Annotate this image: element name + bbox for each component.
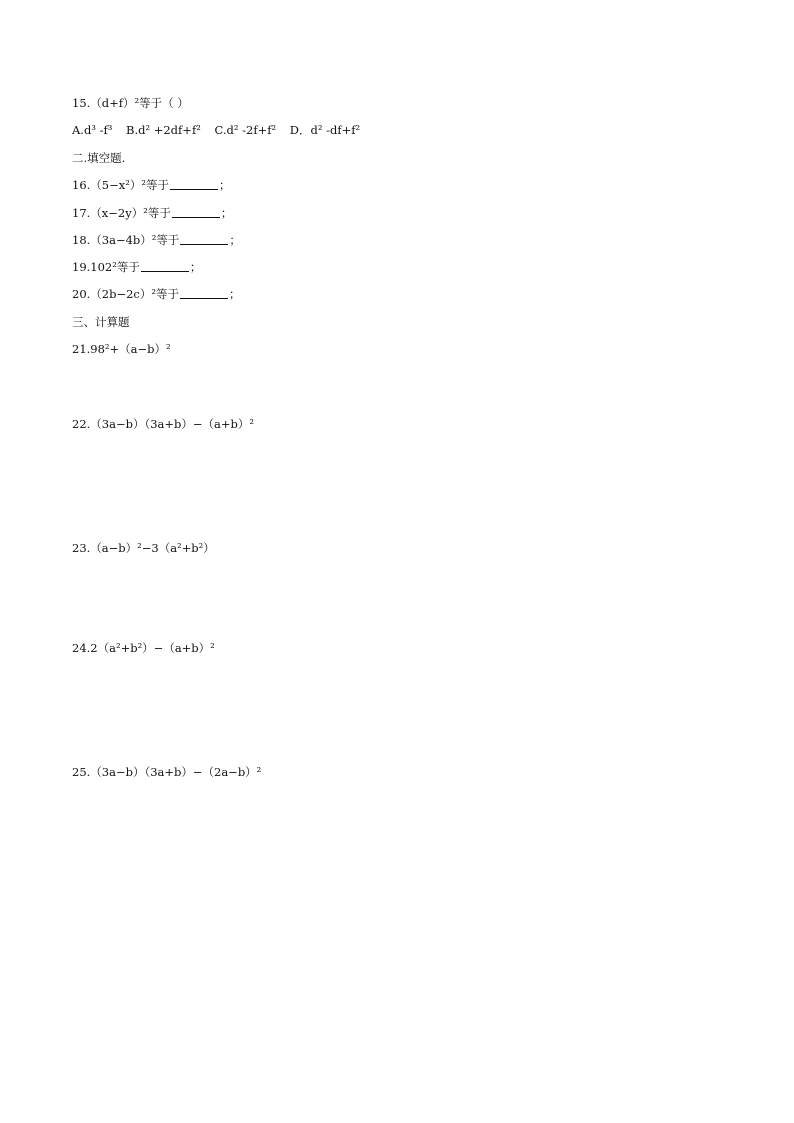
option-a: A.d³ -f³: [72, 123, 113, 137]
option-d: D．d² -df+f²: [289, 123, 361, 137]
question-16-text: 16.（5−x²）²等于: [72, 178, 169, 192]
section-two-heading: 二.填空题.: [72, 151, 126, 165]
question-15-stem: 15.（d+f）²等于（ ）: [72, 96, 189, 110]
question-21: 21.98²+（a−b）²: [72, 342, 171, 356]
question-19-end: ；: [189, 260, 202, 274]
question-24: 24.2（a²+b²）−（a+b）²: [72, 641, 215, 655]
question-17-end: ；: [220, 206, 233, 220]
question-19-text: 19.102²等于: [72, 260, 140, 274]
question-15: [72, 95, 189, 111]
section-three-heading: 三、计算题: [72, 315, 130, 329]
answer-blank-20: [180, 287, 228, 299]
answer-blank-19: [141, 260, 189, 272]
option-c: C.d² -2f+f²: [214, 123, 277, 137]
question-22: 22.（3a−b）（3a+b）−（a+b）²: [72, 417, 254, 431]
question-17-text: 17.（x−2y）²等于: [72, 206, 171, 220]
question-19: [72, 259, 201, 275]
answer-blank-16: [170, 178, 218, 190]
question-18-end: ；: [229, 233, 241, 247]
question-18-text: 18.（3a−4b）²等于: [72, 233, 180, 247]
answer-blank-17: [172, 206, 220, 218]
question-20-text: 20.（2b−2c）²等于: [72, 287, 179, 301]
answer-blank-18: [180, 233, 228, 245]
option-b: B.d² +2df+f²: [126, 123, 201, 137]
question-17: [72, 205, 232, 221]
question-18: [72, 232, 241, 248]
question-16-end: ；: [218, 178, 231, 192]
question-20: [72, 286, 240, 302]
question-20-end: ；: [228, 287, 241, 301]
question-15-options: [72, 122, 360, 138]
question-16: [72, 177, 230, 193]
question-25: 25.（3a−b）（3a+b）−（2a−b）²: [72, 765, 262, 779]
question-23: 23.（a−b）²−3（a²+b²）: [72, 541, 215, 555]
